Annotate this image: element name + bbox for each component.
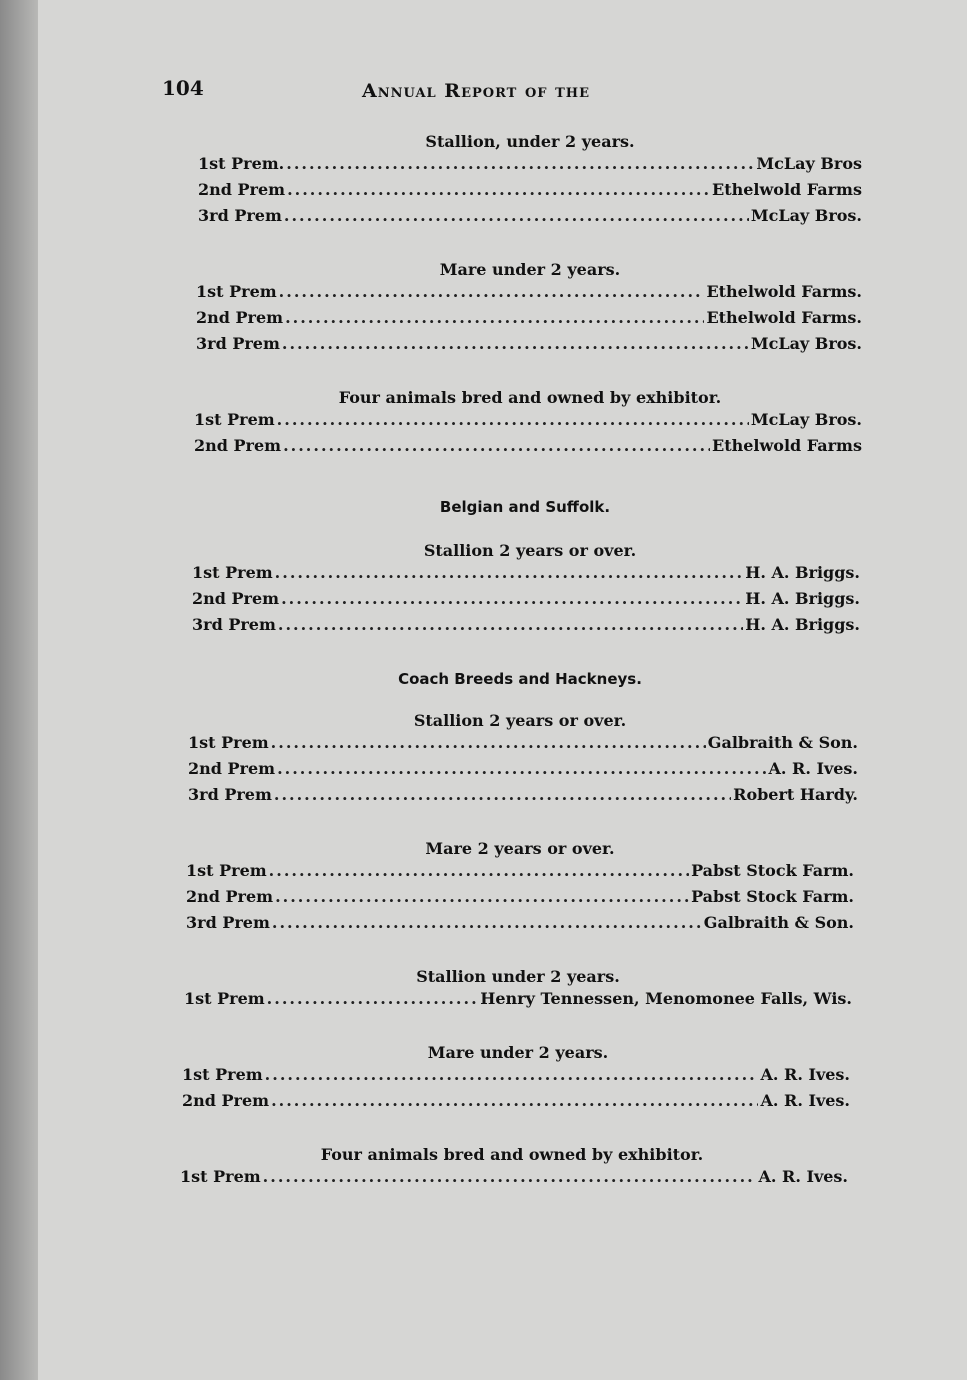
award-winner: Pabst Stock Farm. bbox=[691, 887, 854, 906]
award-line bbox=[188, 785, 858, 804]
section-title: Mare under 2 years. bbox=[439, 260, 621, 279]
award-line bbox=[186, 861, 854, 880]
award-line bbox=[182, 1091, 850, 1110]
section-title: Mare under 2 years. bbox=[427, 1043, 609, 1062]
award-winner: A. R. Ives. bbox=[758, 1167, 848, 1186]
award-winner: Galbraith & Son. bbox=[703, 913, 854, 932]
dot-leader bbox=[269, 861, 689, 880]
award-winner: H. A. Briggs. bbox=[745, 615, 860, 634]
award-line bbox=[198, 206, 862, 225]
award-rank: 1st Prem bbox=[180, 1167, 261, 1186]
award-winner: A. R. Ives. bbox=[768, 759, 858, 778]
award-rank: 2nd Prem bbox=[198, 180, 286, 199]
award-line bbox=[192, 615, 860, 634]
award-winner: McLay Bros. bbox=[750, 206, 862, 225]
dot-leader bbox=[278, 615, 743, 634]
section-title: Stallion under 2 years. bbox=[416, 967, 620, 986]
dot-leader bbox=[283, 436, 710, 455]
award-rank: 3rd Prem bbox=[188, 785, 272, 804]
award-line bbox=[196, 308, 862, 327]
award-winner: Galbraith & Son. bbox=[707, 733, 858, 752]
dot-leader bbox=[286, 154, 754, 173]
award-winner: H. A. Briggs. bbox=[745, 563, 860, 582]
award-line bbox=[198, 154, 862, 173]
award-line bbox=[194, 410, 862, 429]
dot-leader bbox=[282, 334, 749, 353]
dot-leader bbox=[279, 282, 705, 301]
award-line bbox=[184, 989, 852, 1008]
award-rank: 1st Prem bbox=[188, 733, 269, 752]
award-winner: Ethelwold Farms. bbox=[706, 308, 862, 327]
award-line bbox=[196, 282, 862, 301]
award-rank: 1st Prem bbox=[196, 282, 277, 301]
award-winner: McLay Bros. bbox=[750, 334, 862, 353]
award-winner: McLay Bros. bbox=[750, 410, 862, 429]
award-rank: 1st Prem bbox=[194, 410, 275, 429]
breed-group-title: Belgian and Suffolk. bbox=[439, 498, 611, 516]
award-rank: 2nd Prem bbox=[196, 308, 284, 327]
dot-leader bbox=[285, 308, 704, 327]
award-rank: 2nd Prem bbox=[194, 436, 282, 455]
award-rank: 1st Prem bbox=[184, 989, 265, 1008]
award-line bbox=[194, 436, 862, 455]
dot-leader bbox=[277, 759, 766, 778]
award-rank: 2nd Prem bbox=[182, 1091, 270, 1110]
award-rank: 3rd Prem bbox=[196, 334, 280, 353]
award-line bbox=[182, 1065, 850, 1084]
dot-leader bbox=[275, 563, 744, 582]
award-winner: Pabst Stock Farm. bbox=[691, 861, 854, 880]
award-rank: 3rd Prem bbox=[198, 206, 282, 225]
dot-leader bbox=[271, 1091, 758, 1110]
award-rank: 1st Prem bbox=[192, 563, 273, 582]
dot-leader bbox=[287, 180, 710, 199]
dot-leader bbox=[263, 1167, 757, 1186]
award-line bbox=[188, 733, 858, 752]
award-line bbox=[186, 887, 854, 906]
award-rank: 3rd Prem bbox=[186, 913, 270, 932]
running-title: Annual Report of the bbox=[362, 80, 590, 102]
award-winner: Ethelwold Farms bbox=[712, 436, 862, 455]
award-line bbox=[192, 563, 860, 582]
dot-leader bbox=[272, 913, 702, 932]
award-winner: A. R. Ives. bbox=[760, 1091, 850, 1110]
section-title: Stallion, under 2 years. bbox=[425, 132, 635, 151]
section-title: Mare 2 years or over. bbox=[425, 839, 615, 858]
award-rank: 1st Prem bbox=[186, 861, 267, 880]
award-rank: 1st Prem. bbox=[198, 154, 285, 173]
page-header bbox=[162, 76, 862, 106]
page-number: 104 bbox=[162, 76, 204, 100]
award-winner: A. R. Ives. bbox=[760, 1065, 850, 1084]
award-rank: 2nd Prem bbox=[188, 759, 276, 778]
section-title: Stallion 2 years or over. bbox=[413, 711, 627, 730]
section-title: Four animals bred and owned by exhibitor. bbox=[320, 1145, 704, 1164]
award-line bbox=[186, 913, 854, 932]
award-line bbox=[180, 1167, 848, 1186]
dot-leader bbox=[277, 410, 749, 429]
dot-leader bbox=[281, 589, 743, 608]
award-rank: 1st Prem bbox=[182, 1065, 263, 1084]
book-spine-shadow bbox=[0, 0, 38, 1380]
dot-leader bbox=[284, 206, 749, 225]
award-winner: McLay Bros bbox=[756, 154, 862, 173]
award-winner: Henry Tennessen, Menomonee Falls, Wis. bbox=[480, 989, 852, 1008]
award-rank: 2nd Prem bbox=[186, 887, 274, 906]
award-line bbox=[188, 759, 858, 778]
award-winner: Ethelwold Farms bbox=[712, 180, 862, 199]
award-rank: 2nd Prem bbox=[192, 589, 280, 608]
dot-leader bbox=[265, 1065, 759, 1084]
dot-leader bbox=[267, 989, 479, 1008]
award-winner: H. A. Briggs. bbox=[745, 589, 860, 608]
dot-leader bbox=[271, 733, 706, 752]
award-line bbox=[198, 180, 862, 199]
section-title: Four animals bred and owned by exhibitor. bbox=[338, 388, 722, 407]
award-rank: 3rd Prem bbox=[192, 615, 276, 634]
award-winner: Robert Hardy. bbox=[733, 785, 858, 804]
dot-leader bbox=[274, 785, 731, 804]
award-winner: Ethelwold Farms. bbox=[706, 282, 862, 301]
award-line bbox=[196, 334, 862, 353]
dot-leader bbox=[275, 887, 689, 906]
award-line bbox=[192, 589, 860, 608]
section-title: Stallion 2 years or over. bbox=[423, 541, 637, 560]
breed-group-title: Coach Breeds and Hackneys. bbox=[398, 670, 642, 688]
